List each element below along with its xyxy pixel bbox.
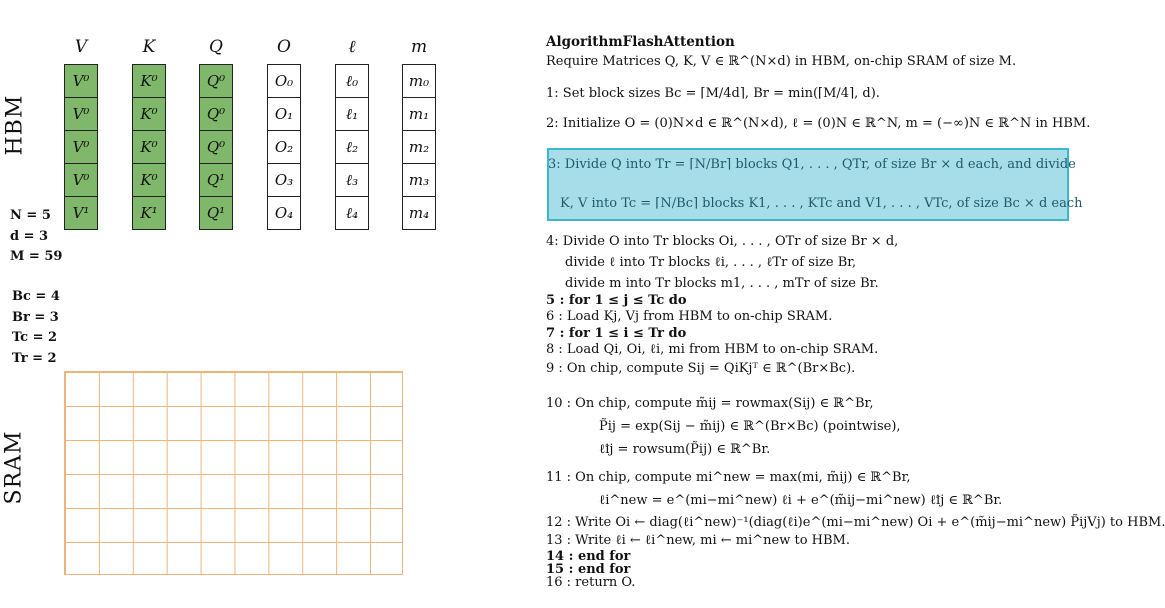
algo-require: Require Matrices Q, K, V ∈ ℝ^(N×d) in HBM, on-chip SRAM of size M. (546, 54, 1017, 69)
algorithm-title: AlgorithmFlashAttention (546, 34, 735, 50)
cell-q-1: Q⁰ (199, 97, 233, 131)
cell-v-3: V⁰ (64, 163, 98, 197)
cell-m-1: m₁ (402, 97, 436, 131)
algo-step-3b: K, V into Tc = ⌈N/Bc⌉ blocks K1, . . . , KTc and V1, . . . , VTc, of size Bc × d each (560, 196, 1083, 211)
cell-v-2: V⁰ (64, 130, 98, 164)
cell-o-0: O₀ (267, 64, 301, 98)
algo-step-2: 2: Initialize O = (0)N×d ∈ ℝ^(N×d), ℓ = (0)N ∈ ℝ^N, m = (−∞)N ∈ ℝ^N in HBM. (546, 116, 1091, 131)
cell-o-1: O₁ (267, 97, 301, 131)
cell-l-2: ℓ₂ (335, 130, 369, 164)
cell-o-4: O₄ (267, 196, 301, 230)
param-m: M = 59 (10, 249, 63, 264)
param-bc: Bc = 4 (12, 289, 60, 304)
cell-m-2: m₂ (402, 130, 436, 164)
col-header-m: m (410, 37, 428, 57)
hbm-label: HBM (2, 94, 28, 156)
matrix-l (335, 65, 369, 230)
param-tc: Tc = 2 (12, 330, 58, 345)
algo-step-5: 5 : for 1 ≤ j ≤ Tc do (546, 293, 687, 308)
block-params (12, 287, 60, 369)
col-header-q: Q (209, 37, 223, 57)
param-br: Br = 3 (12, 309, 59, 325)
matrix-q (199, 65, 233, 230)
algo-step-15: 15 : end for (546, 562, 631, 577)
cell-q-2: Q⁰ (199, 130, 233, 164)
algo-step-4a: 4: Divide O into Tr blocks Oi, . . . , OTr of size Br × d, (546, 234, 899, 249)
cell-m-3: m₃ (402, 163, 436, 197)
cell-m-0: m₀ (402, 64, 436, 98)
cell-m-4: m₄ (402, 196, 436, 230)
algo-step-16: 16 : return O. (546, 575, 636, 590)
algo-step-11b: ℓi^new = e^(mi−mi^new) ℓi + e^(m̃ij−mi^new) ℓ̃ij ∈ ℝ^Br. (599, 493, 1003, 508)
col-header-o: O (277, 37, 291, 57)
matrix-v (64, 65, 98, 230)
cell-l-0: ℓ₀ (335, 64, 369, 98)
cell-q-3: Q¹ (199, 163, 233, 197)
cell-v-1: V⁰ (64, 97, 98, 131)
problem-params (10, 206, 62, 268)
cell-q-0: Q⁰ (199, 64, 233, 98)
cell-k-3: K⁰ (132, 163, 166, 197)
cell-l-4: ℓ₄ (335, 196, 369, 230)
algo-step-10b: P̃ij = exp(Sij − m̃ij) ∈ ℝ^(Br×Bc) (pointwise), (599, 419, 901, 434)
algo-step-1: 1: Set block sizes Bc = ⌈M/4d⌉, Br = min(⌈M/4⌉, d). (546, 86, 880, 101)
algo-step-7: 7 : for 1 ≤ i ≤ Tr do (546, 326, 687, 341)
param-d: d = 3 (10, 228, 49, 244)
cell-k-1: K⁰ (132, 97, 166, 131)
algo-step-12: 12 : Write Oi ← diag(ℓi^new)⁻¹(diag(ℓi)e^(mi−mi^new) Oi + e^(m̃ij−mi^new) P̃ijVj) to HBM. (546, 515, 1165, 530)
col-header-l: ℓ (348, 37, 356, 57)
param-tr: Tr = 2 (12, 350, 57, 366)
cell-l-3: ℓ₃ (335, 163, 369, 197)
algo-step-4c: divide m into Tr blocks m1, . . . , mTr of size Br. (565, 276, 879, 291)
algo-step-8: 8 : Load Qi, Oi, ℓi, mi from HBM to on-chip SRAM. (546, 342, 879, 357)
algo-step-9: 9 : On chip, compute Sij = QiKjᵀ ∈ ℝ^(Br×Bc). (546, 361, 856, 376)
cell-o-3: O₃ (267, 163, 301, 197)
cell-v-4: V¹ (64, 196, 98, 230)
sram-grid (64, 371, 403, 575)
algo-step-3a: 3: Divide Q into Tr = ⌈N/Br⌉ blocks Q1, . . . , QTr, of size Br × d each, and divide (548, 157, 1076, 172)
algo-step-14: 14 : end for (546, 549, 631, 564)
col-header-v: V (74, 37, 88, 57)
cell-k-2: K⁰ (132, 130, 166, 164)
algo-step-10a: 10 : On chip, compute m̃ij = rowmax(Sij) ∈ ℝ^Br, (546, 396, 874, 411)
matrix-k (132, 65, 166, 230)
algo-step-10c: ℓ̃ij = rowsum(P̃ij) ∈ ℝ^Br. (599, 442, 771, 457)
cell-v-0: V⁰ (64, 64, 98, 98)
algo-step-6: 6 : Load Kj, Vj from HBM to on-chip SRAM. (546, 309, 833, 324)
cell-q-4: Q¹ (199, 196, 233, 230)
cell-l-1: ℓ₁ (335, 97, 369, 131)
algo-step-13: 13 : Write ℓi ← ℓi^new, mi ← mi^new to HBM. (546, 533, 850, 548)
cell-k-4: K¹ (132, 196, 166, 230)
sram-label: SRAM (1, 430, 27, 505)
algo-step-11a: 11 : On chip, compute mi^new = max(mi, m̃ij) ∈ ℝ^Br, (546, 470, 911, 485)
cell-k-0: K⁰ (132, 64, 166, 98)
param-n: N = 5 (10, 208, 51, 223)
algo-step-4b: divide ℓ into Tr blocks ℓi, . . . , ℓTr of size Br, (565, 255, 857, 270)
matrix-o (267, 65, 301, 230)
col-header-k: K (142, 37, 156, 57)
matrix-m (402, 65, 436, 230)
cell-o-2: O₂ (267, 130, 301, 164)
